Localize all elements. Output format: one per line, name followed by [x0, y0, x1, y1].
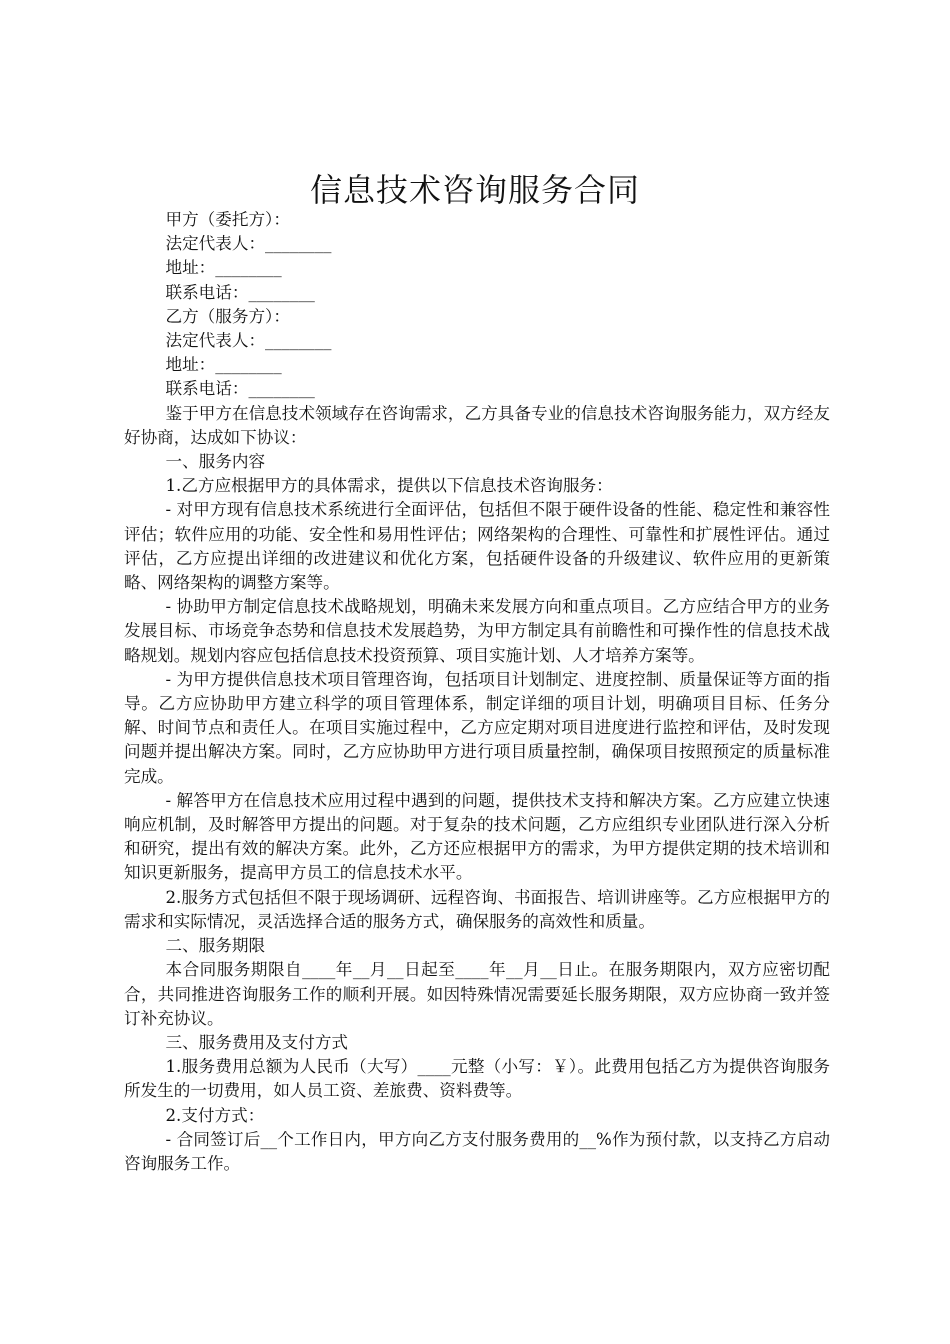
section-heading-service-content: 一、服务内容 [165, 452, 266, 472]
document-title: 信息技术咨询服务合同 [309, 171, 640, 209]
paragraph-term: 本合同服务期限自____年__月__日起至____年__月__日止。在服务期限内，双方应密切配合，共同推进咨询服务工作的顺利开展。如因特殊情况需要延长服务期限，双方应协商一致并签订补充协议。 [124, 960, 830, 1028]
paragraph-clause-3-1: 1.服务费用总额为人民币（大写）____元整（小写：￥）。此费用包括乙方为提供咨询服务所发生的一切费用，如人员工资、差旅费、资料费等。 [124, 1057, 830, 1101]
paragraph-item-strategy: - 协助甲方制定信息技术战略规划，明确未来发展方向和重点项目。乙方应结合甲方的业务发展目标、市场竞争态势和信息技术发展趋势，为甲方制定具有前瞻性和可操作性的信息技术战略规划。规划内容应包括信息技术投资预算、项目实施计划、人才培养方案等。 [124, 597, 830, 665]
section-heading-fees: 三、服务费用及支付方式 [165, 1032, 349, 1052]
paragraph-item-prepayment: - 合同签订后__个工作日内，甲方向乙方支付服务费用的__%作为预付款，以支持乙方启动咨询服务工作。 [124, 1129, 830, 1173]
paragraph-item-project-management: - 为甲方提供信息技术项目管理咨询，包括项目计划制定、进度控制、质量保证等方面的指导。乙方应协助甲方建立科学的项目管理体系，制定详细的项目计划，明确项目目标、任务分解、时间节点和责任人。在项目实施过程中，乙方应定期对项目进度进行监控和评估，及时发现问题并提出解决方案。同时，乙方应协助甲方进行项目质量控制，确保项目按照预定的质量标准完成。 [124, 669, 830, 786]
paragraph-item-assessment: - 对甲方现有信息技术系统进行全面评估，包括但不限于硬件设备的性能、稳定性和兼容性评估；软件应用的功能、安全性和易用性评估；网络架构的合理性、可靠性和扩展性评估。通过评估，乙方应提出详细的改进建议和优化方案，包括硬件设备的升级建议、软件应用的更新策略、网络架构的调整方案等。 [124, 500, 830, 593]
paragraph-party-b-address: 地址：________ [165, 355, 282, 375]
paragraph-clause-3-2: 2.支付方式： [165, 1105, 265, 1125]
paragraph-preamble: 鉴于甲方在信息技术领域存在咨询需求，乙方具备专业的信息技术咨询服务能力，双方经友好协商，达成如下协议： [124, 403, 830, 447]
paragraph-party-b-phone: 联系电话：________ [165, 379, 315, 399]
paragraph-clause-1-1: 1.乙方应根据甲方的具体需求，提供以下信息技术咨询服务： [165, 476, 613, 496]
paragraph-party-a: 甲方（委托方）： [165, 210, 290, 229]
paragraph-clause-1-2: 2.服务方式包括但不限于现场调研、远程咨询、书面报告、培训讲座等。乙方应根据甲方的需求和实际情况，灵活选择合适的服务方式，确保服务的高效性和质量。 [124, 887, 830, 931]
paragraph-party-a-representative: 法定代表人：________ [165, 234, 332, 254]
section-heading-service-term: 二、服务期限 [165, 936, 266, 956]
paragraph-item-support: - 解答甲方在信息技术应用过程中遇到的问题，提供技术支持和解决方案。乙方应建立快速响应机制，及时解答甲方提出的问题。对于复杂的技术问题，乙方应组织专业团队进行深入分析和研究，提出有效的解决方案。此外，乙方还应根据甲方的需求，为甲方提供定期的技术培训和知识更新服务，提高甲方员工的信息技术水平。 [124, 790, 830, 883]
paragraph-party-a-address: 地址：________ [165, 258, 282, 278]
paragraph-party-b-representative: 法定代表人：________ [165, 331, 332, 351]
paragraph-party-b: 乙方（服务方）： [165, 306, 290, 326]
paragraph-party-a-phone: 联系电话：________ [165, 282, 315, 302]
document-body [124, 208, 830, 1176]
